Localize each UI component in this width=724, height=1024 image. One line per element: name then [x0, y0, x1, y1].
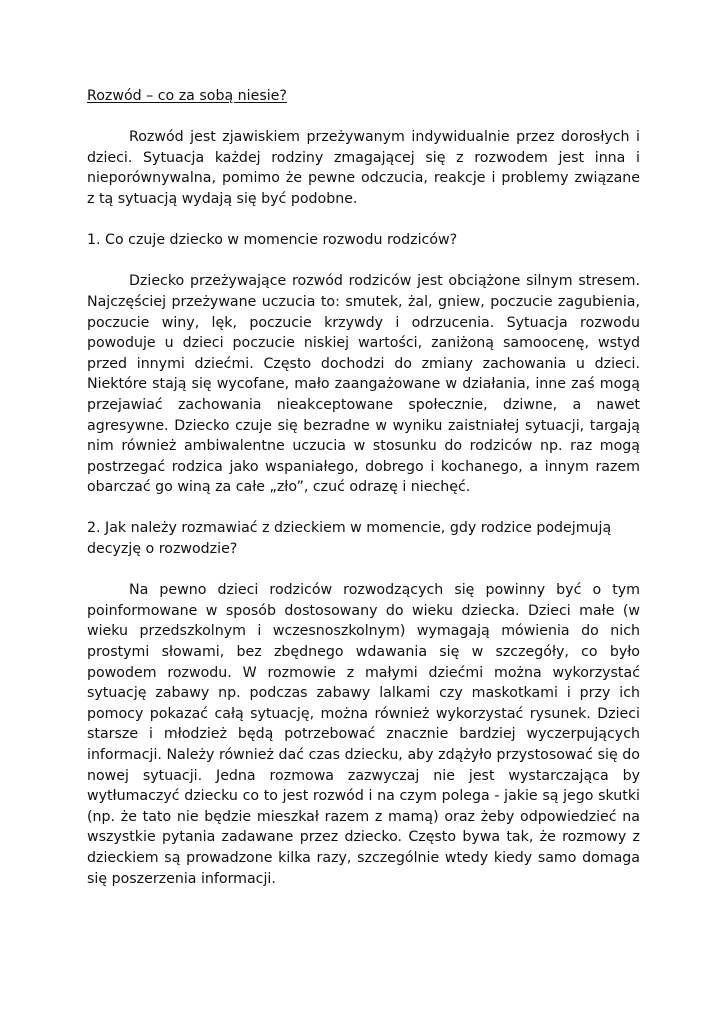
section-2-body: Na pewno dzieci rodziców rozwodzących się powinny być o tym poinformowane w sposób dostosowany do wieku dziecka. Dzieci małe (w wieku przedszkolnym i wczesnoszkolnym) wymagają mówienia do nich prostymi słowami, bez zbędnego wdawania się w szczegóły, co było powodem rozwodu. W rozmowie z małymi dziećmi można wykorzystać sytuację zabawy np. podczas zabawy lalkami czy maskotkami i przy ich pomocy pokazać całą sytuację, można również wykorzystać rysunek. Dzieci starsze i młodzież będą potrzebować znacznie bardziej wyczerpujących informacji. Należy również dać czas dziecku, aby zdążyło przystosować się do nowej sytuacji. Jedna rozmowa zazwyczaj nie jest wystarczająca by wytłumaczyć dziecku co to jest rozwód i na czym polega - jakie są jego skutki (np. że tato nie będzie mieszkał razem z mamą) oraz żeby odpowiedzieć na wszystkie pytania zadawane przez dziecko. Często bywa tak, że rozmowy z dzieckiem są prowadzone kilka razy, szczególnie wtedy kiedy samo domaga się poszerzenia informacji. [87, 582, 640, 887]
spacer [87, 560, 640, 581]
spacer [87, 498, 640, 519]
section-1-heading: 1. Co czuje dziecko w momencie rozwodu rodziców? [87, 232, 458, 249]
document-title: Rozwód – co za sobą niesie? [87, 88, 287, 104]
section-2-heading: 2. Jak należy rozmawiać z dzieckiem w momencie, gdy rodzice podejmują decyzję o rozwodzie? [87, 520, 612, 558]
spacer [87, 210, 640, 231]
section-1-body: Dziecko przeżywające rozwód rodziców jest obciążone silnym stresem. Najczęściej przeżywane uczucia to: smutek, żal, gniew, poczucie zagubienia, poczucie winy, lęk, poczucie krzywdy i odrzucenia. Sytuacja rozwodu powoduje u dzieci poczucie niskiej wartości, zaniżoną samoocenę, wstyd przed innymi dziećmi. Często dochodzi do zmiany zachowania u dzieci. Niektóre stają się wycofane, mało zaangażowane w działania, inne zaś mogą przejawiać zachowania nieakceptowane społecznie, dziwne, a nawet agresywne. Dziecko czuje się bezradne w wyniku zaistniałej sytuacji, targają nim również ambiwalentne uczucia w stosunku do rodziców np. raz mogą postrzegać rodzica jako wspaniałego, dobrego i kochanego, a innym razem obarczać go winą za całe „zło”, czuć odrazę i niechęć. [87, 273, 640, 496]
intro-paragraph: Rozwód jest zjawiskiem przeżywanym indywidualnie przez dorosłych i dzieci. Sytuacja każdej rodziny zmagającej się z rozwodem jest inna i nieporównywalna, pomimo że pewne odczucia, reakcje i problemy związane z tą sytuacją wydają się być podobne. [87, 129, 640, 207]
spacer [87, 251, 640, 272]
document-page [87, 86, 640, 889]
spacer [87, 107, 640, 128]
